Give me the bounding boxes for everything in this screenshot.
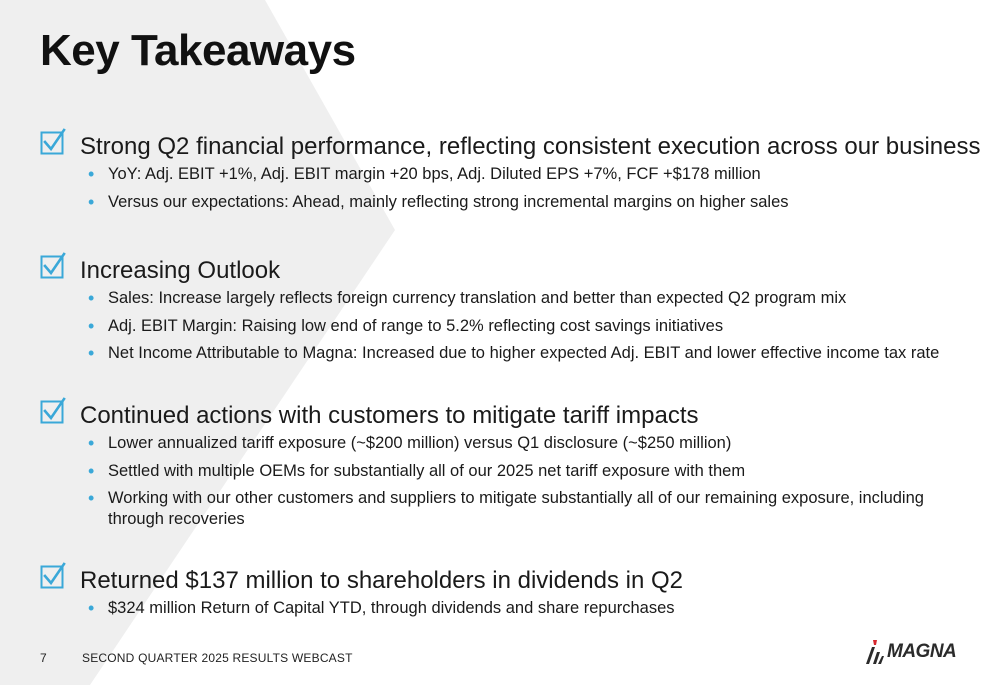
footer-text: SECOND QUARTER 2025 RESULTS WEBCAST xyxy=(82,651,353,665)
bullet-dot: • xyxy=(88,191,95,212)
section-tariff-actions xyxy=(40,401,980,537)
section-heading: Returned $137 million to shareholders in dividends in Q2 xyxy=(80,567,684,594)
bullet-dot: • xyxy=(88,164,95,184)
bullet-dot: • xyxy=(88,433,95,453)
magna-logo-text: MAGNA xyxy=(887,641,957,662)
section-increasing-outlook xyxy=(40,256,980,371)
bullet-item: • Working with our other customers and suppliers to mitigate substantially all of our remaining exposure, including through recoveries xyxy=(88,488,924,528)
bullet-dot: • xyxy=(88,488,95,508)
bullet-item: • YoY: Adj. EBIT +1%, Adj. EBIT margin +20 bps, Adj. Diluted EPS +7%, FCF +$178 million xyxy=(88,164,761,184)
bullet-dot: • xyxy=(88,343,95,363)
checkbox-icon xyxy=(40,252,66,280)
bullet-dot: • xyxy=(88,288,95,308)
bullet-item: • $324 million Return of Capital YTD, through dividends and share repurchases xyxy=(88,598,675,618)
section-shareholder-returns xyxy=(40,566,980,626)
bullet-item: • Sales: Increase largely reflects foreign currency translation and better than expected Q2 program mix xyxy=(88,288,847,308)
bullet-item: • Settled with multiple OEMs for substantially all of our 2025 net tariff exposure with them xyxy=(88,460,746,481)
bullet-dot: • xyxy=(88,315,95,336)
bullet-item: • Net Income Attributable to Magna: Increased due to higher expected Adj. EBIT and lower effective income tax rate xyxy=(88,343,940,363)
section-q2-performance xyxy=(40,132,980,219)
page-number: 7 xyxy=(40,651,47,665)
section-heading: Continued actions with customers to mitigate tariff impacts xyxy=(80,402,699,429)
section-heading: Strong Q2 financial performance, reflecting consistent execution across our business xyxy=(80,133,981,160)
magna-logo xyxy=(865,640,956,664)
checkbox-icon xyxy=(40,128,66,156)
bullet-item: • Adj. EBIT Margin: Raising low end of range to 5.2% reflecting cost savings initiatives xyxy=(88,315,724,336)
checkbox-icon xyxy=(40,562,66,590)
bullet-item: • Versus our expectations: Ahead, mainly reflecting strong incremental margins on higher sales xyxy=(88,191,789,212)
magna-logo-icon xyxy=(865,640,885,664)
checkbox-icon xyxy=(40,397,66,425)
bullet-dot: • xyxy=(88,598,95,618)
bullet-item: • Lower annualized tariff exposure (~$200 million) versus Q1 disclosure (~$250 million) xyxy=(88,433,732,453)
bullet-dot: • xyxy=(88,460,95,481)
page-title: Key Takeaways xyxy=(40,26,356,75)
section-heading: Increasing Outlook xyxy=(80,257,281,284)
